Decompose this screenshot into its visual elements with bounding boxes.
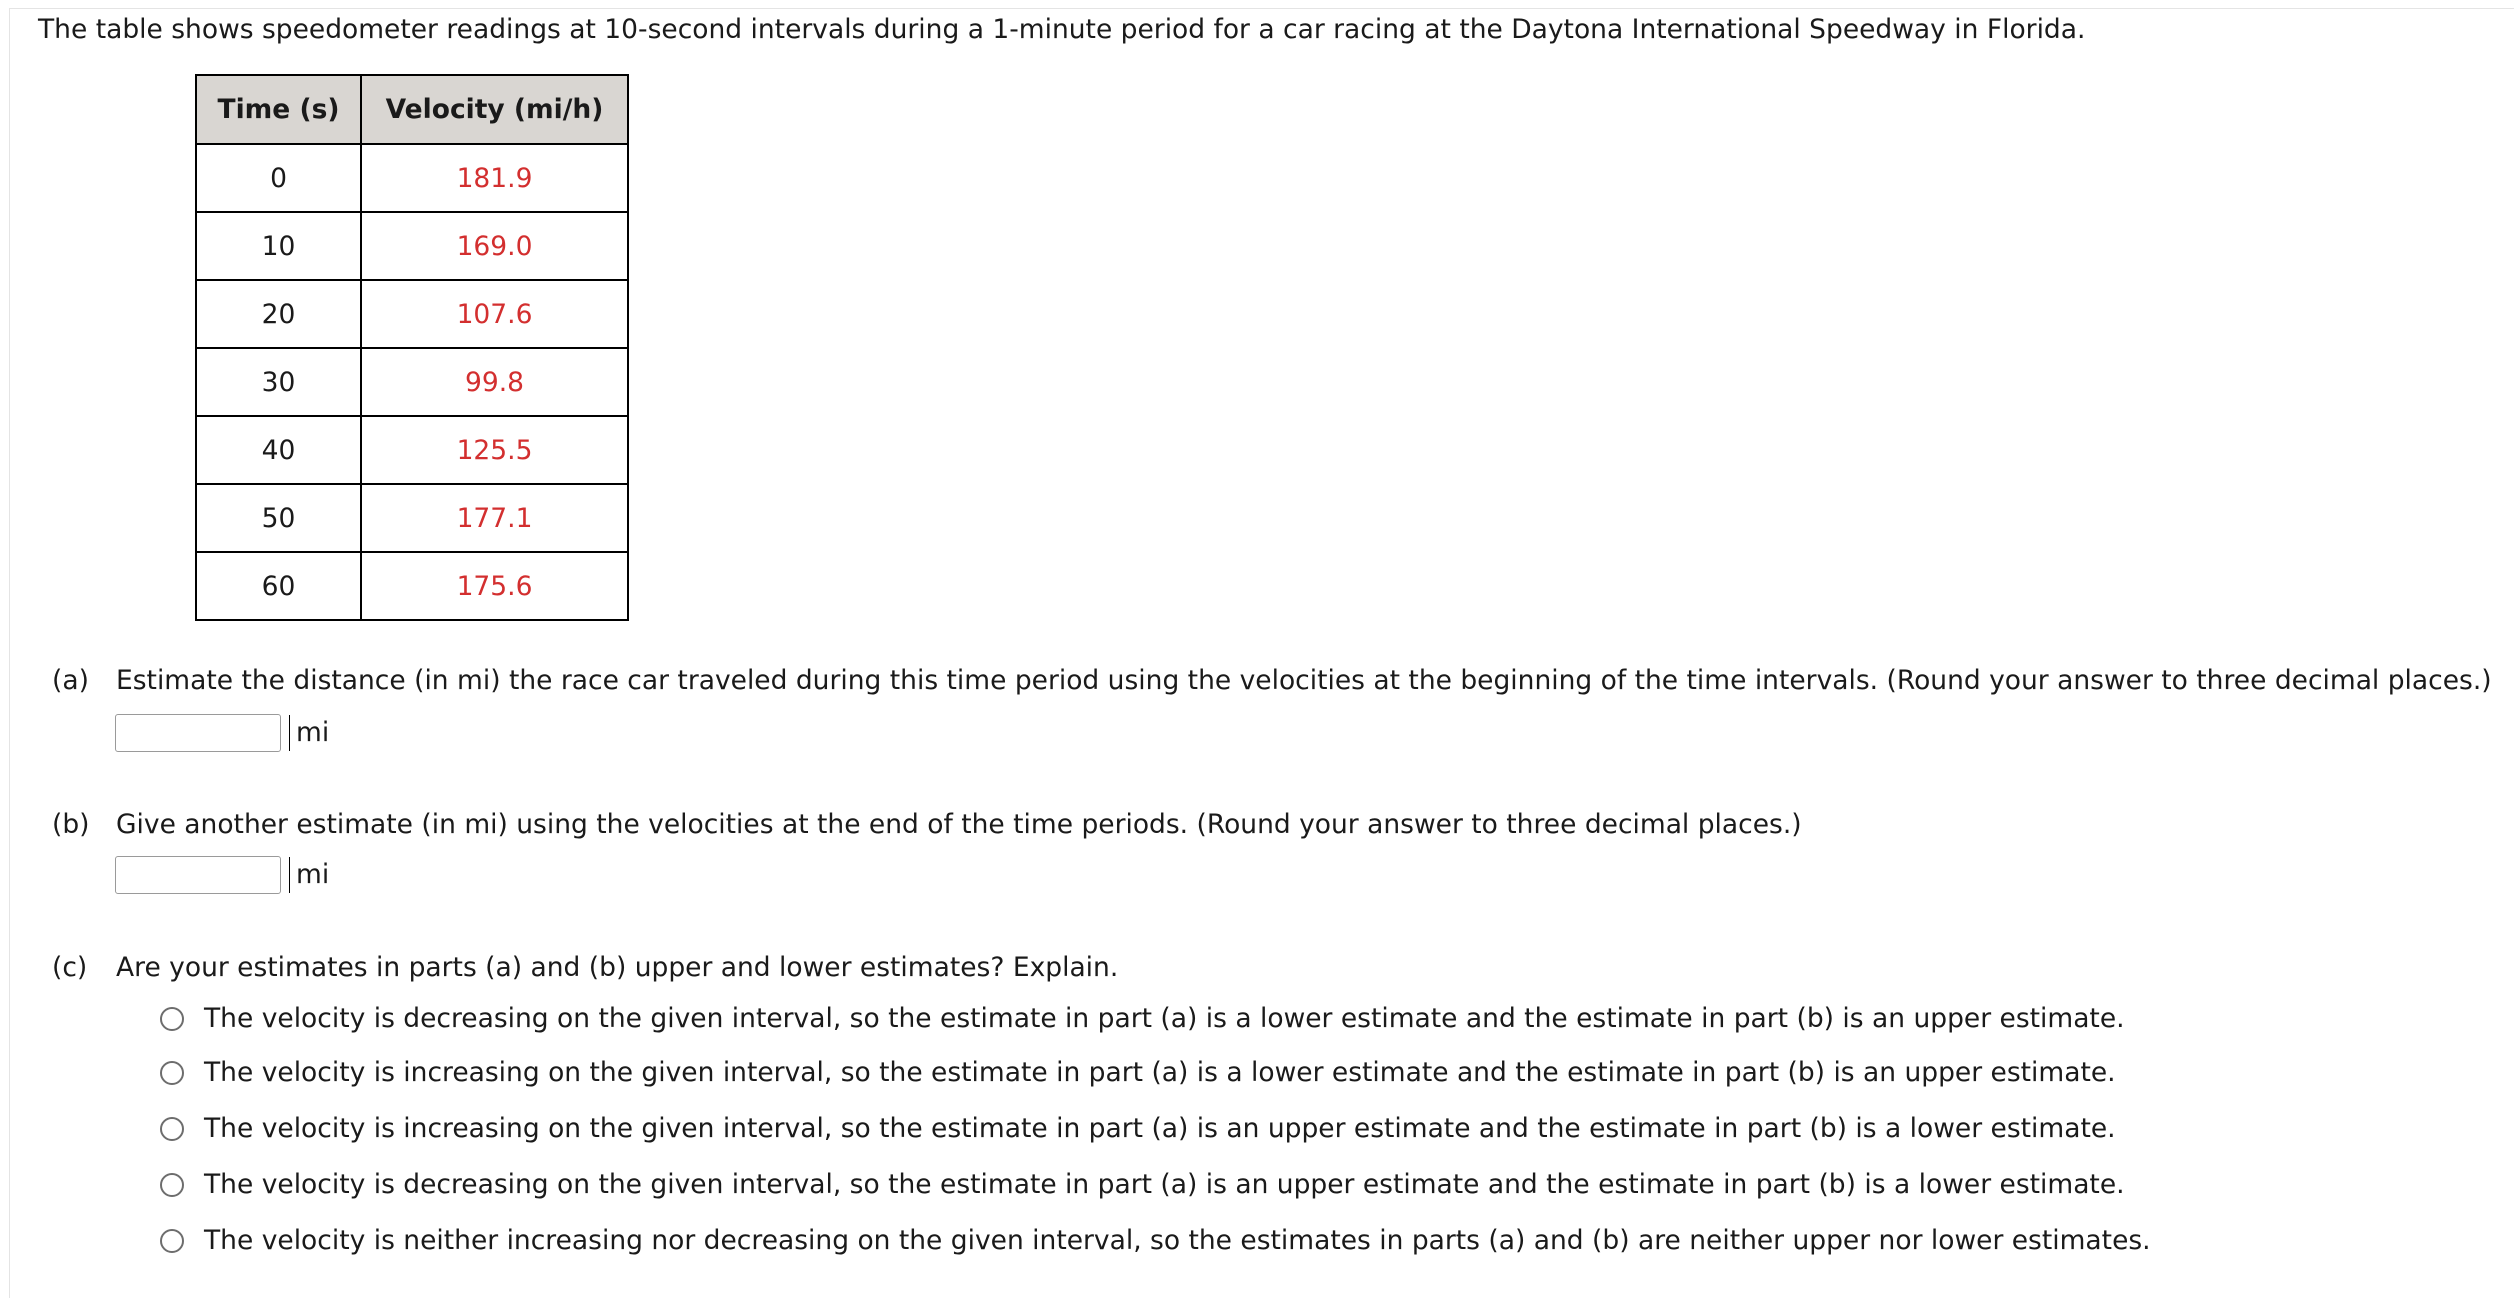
velocity-cell: 177.1: [361, 484, 628, 552]
table-row: [196, 144, 628, 212]
time-cell: 50: [196, 484, 361, 552]
choice-option[interactable]: [160, 1003, 2125, 1034]
part-b-answer-row: [115, 856, 329, 894]
time-cell: 20: [196, 280, 361, 348]
choice-option[interactable]: [160, 1225, 2151, 1256]
time-cell: 0: [196, 144, 361, 212]
velocity-cell: 169.0: [361, 212, 628, 280]
velocity-cell: 181.9: [361, 144, 628, 212]
time-cell: 30: [196, 348, 361, 416]
part-b-unit: mi: [289, 857, 329, 893]
part-a-unit: mi: [289, 715, 329, 751]
frame-top-border: [9, 8, 2514, 9]
table-row: [196, 280, 628, 348]
problem-intro: The table shows speedometer readings at 10-second intervals during a 1-minute period for a car racing at the Daytona International Speedway in Florida.: [38, 14, 2086, 45]
part-b-text: Give another estimate (in mi) using the velocities at the end of the time periods. (Round your answer to three decimal places.): [116, 809, 1802, 840]
table-row: [196, 212, 628, 280]
table-row: [196, 348, 628, 416]
table-row: [196, 484, 628, 552]
radio-button[interactable]: [160, 1173, 184, 1197]
velocity-cell: 125.5: [361, 416, 628, 484]
choice-option[interactable]: [160, 1169, 2125, 1200]
choice-label: The velocity is neither increasing nor decreasing on the given interval, so the estimates in parts (a) and (b) are neither upper nor lower estimates.: [204, 1225, 2151, 1256]
part-b-question: [52, 807, 1802, 843]
part-a-text: Estimate the distance (in mi) the race car traveled during this time period using the velocities at the beginning of the time intervals. (Round your answer to three decimal places.): [116, 665, 2492, 696]
table-row: [196, 416, 628, 484]
choice-label: The velocity is decreasing on the given interval, so the estimate in part (a) is a lower estimate and the estimate in part (b) is an upper estimate.: [204, 1003, 2125, 1034]
radio-button[interactable]: [160, 1117, 184, 1141]
radio-button[interactable]: [160, 1007, 184, 1031]
part-c-text: Are your estimates in parts (a) and (b) upper and lower estimates? Explain.: [116, 952, 1119, 983]
velocity-cell: 107.6: [361, 280, 628, 348]
part-c-question: [52, 950, 1118, 986]
part-a-label: (a): [52, 665, 89, 696]
time-cell: 60: [196, 552, 361, 620]
velocity-column-header: Velocity (mi/h): [361, 75, 628, 144]
frame-left-border: [9, 8, 10, 1298]
radio-button[interactable]: [160, 1229, 184, 1253]
table-header-row: [196, 75, 628, 144]
table-row: [196, 552, 628, 620]
part-a-question: [52, 663, 2492, 699]
radio-button[interactable]: [160, 1061, 184, 1085]
speedometer-table: [195, 74, 629, 621]
part-a-answer-row: [115, 714, 329, 752]
velocity-cell: 99.8: [361, 348, 628, 416]
choice-option[interactable]: [160, 1113, 2116, 1144]
part-b-label: (b): [52, 809, 90, 840]
time-column-header: Time (s): [196, 75, 361, 144]
part-c-label: (c): [52, 952, 88, 983]
time-cell: 10: [196, 212, 361, 280]
choice-label: The velocity is increasing on the given interval, so the estimate in part (a) is a lower estimate and the estimate in part (b) is an upper estimate.: [204, 1057, 2116, 1088]
choice-label: The velocity is increasing on the given interval, so the estimate in part (a) is an upper estimate and the estimate in part (b) is a lower estimate.: [204, 1113, 2116, 1144]
velocity-cell: 175.6: [361, 552, 628, 620]
choice-option[interactable]: [160, 1057, 2116, 1088]
part-b-answer-input[interactable]: [115, 856, 281, 894]
time-cell: 40: [196, 416, 361, 484]
choice-label: The velocity is decreasing on the given interval, so the estimate in part (a) is an upper estimate and the estimate in part (b) is a lower estimate.: [204, 1169, 2125, 1200]
part-a-answer-input[interactable]: [115, 714, 281, 752]
